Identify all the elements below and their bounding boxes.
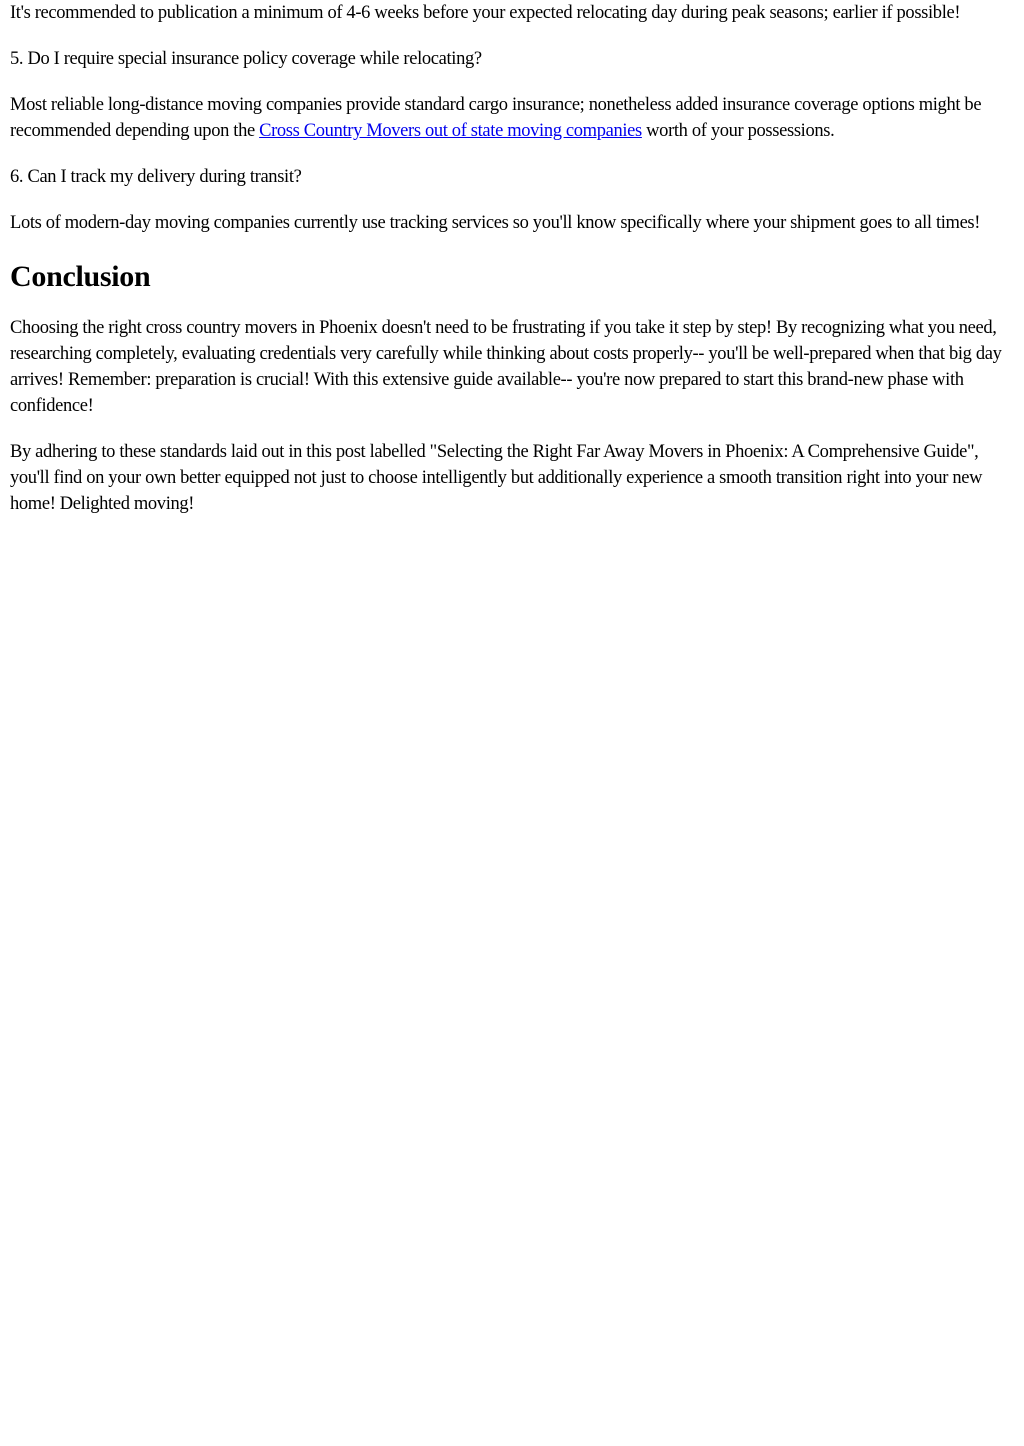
paragraph-tracking-answer: Lots of modern-day moving companies currently use tracking services so you'll know specifically where your shipment goes to all times! [10, 213, 981, 233]
faq-question-tracking: 6. Can I track my delivery during transit? [10, 167, 302, 187]
document-page [0, 0, 1024, 517]
conclusion-paragraph-2: By adhering to these standards laid out in this post labelled "Selecting the Right Far Away Movers in Phoenix: A Comprehensive Guide", you'll find on your own better equipped not just to choose intelligently but additionally experience a smooth transition right into your new home! Delighted moving! [10, 442, 983, 514]
insurance-answer-text-before: Most reliable long-distance moving companies provide standard cargo insurance; nonetheless added insurance coverage options might be recommended depending upon the [10, 95, 982, 141]
conclusion-paragraph-1: Choosing the right cross country movers in Phoenix doesn't need to be frustrating if you take it step by step! By recognizing what you need, researching completely, evaluating credentials very carefully while thinking about costs properly-- you'll be well-prepared when that big day arrives! Remember: preparation is crucial! With this extensive guide available-- you're now prepared to start this brand-new phase with confidence! [10, 318, 1002, 416]
cross-country-movers-link[interactable]: Cross Country Movers out of state moving companies [259, 121, 642, 141]
paragraph-booking-advice: It's recommended to publication a minimum of 4-6 weeks before your expected relocating day during peak seasons; earlier if possible! [10, 3, 961, 23]
insurance-answer-text-after: worth of your possessions. [641, 121, 835, 141]
paragraph-insurance-answer [10, 92, 1014, 144]
faq-question-insurance: 5. Do I require special insurance policy coverage while relocating? [10, 49, 482, 69]
conclusion-heading: Conclusion [10, 260, 151, 293]
